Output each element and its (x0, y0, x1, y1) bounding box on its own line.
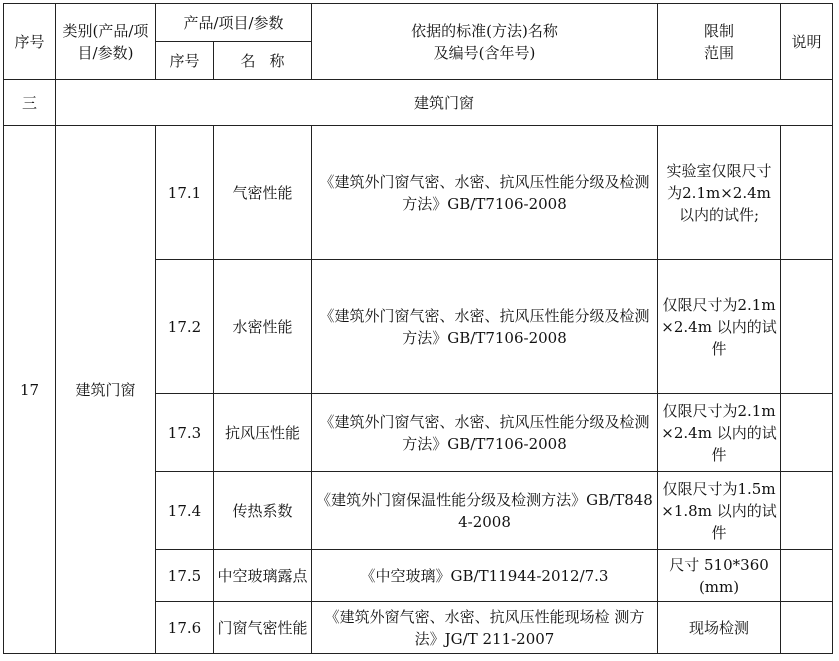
table-row (4, 126, 833, 260)
row-limit: 仅限尺寸为1.5m×1.8m 以内的试件 (658, 472, 781, 550)
header-note: 说明 (781, 4, 833, 80)
row-limit: 实验室仅限尺寸为2.1m×2.4m 以内的试件; (658, 126, 781, 260)
row-standard: 《建筑外窗气密、水密、抗风压性能现场检 测方法》JG/T 211-2007 (312, 602, 658, 654)
row-no: 17.1 (156, 126, 214, 260)
row-no: 17.5 (156, 550, 214, 602)
row-standard: 《建筑外门窗气密、水密、抗风压性能分级及检测方法》GB/T7106-2008 (312, 260, 658, 394)
section-seq: 三 (4, 80, 56, 126)
row-note (781, 602, 833, 654)
row-name: 传热系数 (214, 472, 312, 550)
row-limit: 尺寸 510*360(mm) (658, 550, 781, 602)
row-no: 17.3 (156, 394, 214, 472)
section-title: 建筑门窗 (56, 80, 833, 126)
standards-table (3, 3, 833, 654)
header-limit-line2: 范围 (704, 43, 735, 62)
group-seq: 17 (4, 126, 56, 654)
row-note (781, 394, 833, 472)
row-name: 中空玻璃露点 (214, 550, 312, 602)
row-limit: 仅限尺寸为2.1m×2.4m 以内的试件 (658, 394, 781, 472)
header-standard (312, 4, 658, 80)
row-name: 门窗气密性能 (214, 602, 312, 654)
row-note (781, 472, 833, 550)
row-standard: 《建筑外门窗气密、水密、抗风压性能分级及检测方法》GB/T7106-2008 (312, 394, 658, 472)
header-sub-name-text: 名称 (240, 51, 299, 70)
header-item-group: 产品/项目/参数 (156, 4, 312, 42)
header-standard-line1: 依据的标准(方法)名称 (411, 21, 558, 40)
row-no: 17.6 (156, 602, 214, 654)
header-standard-line2: 及编号(含年号) (433, 43, 536, 62)
header-limit (658, 4, 781, 80)
header-seq: 序号 (4, 4, 56, 80)
row-limit: 仅限尺寸为2.1m×2.4m 以内的试件 (658, 260, 781, 394)
row-no: 17.2 (156, 260, 214, 394)
row-limit: 现场检测 (658, 602, 781, 654)
row-standard: 《建筑外门窗气密、水密、抗风压性能分级及检测方法》GB/T7106-2008 (312, 126, 658, 260)
header-sub-name (214, 42, 312, 80)
header-category: 类别(产品/项目/参数) (56, 4, 156, 80)
row-name: 水密性能 (214, 260, 312, 394)
row-note (781, 550, 833, 602)
row-no: 17.4 (156, 472, 214, 550)
header-row-1 (4, 4, 833, 42)
row-name: 气密性能 (214, 126, 312, 260)
group-category: 建筑门窗 (56, 126, 156, 654)
row-standard: 《中空玻璃》GB/T11944-2012/7.3 (312, 550, 658, 602)
header-sub-seq: 序号 (156, 42, 214, 80)
header-limit-line1: 限制 (704, 21, 735, 40)
row-name: 抗风压性能 (214, 394, 312, 472)
row-note (781, 260, 833, 394)
row-note (781, 126, 833, 260)
row-standard: 《建筑外门窗保温性能分级及检测方法》GB/T8484-2008 (312, 472, 658, 550)
section-row (4, 80, 833, 126)
